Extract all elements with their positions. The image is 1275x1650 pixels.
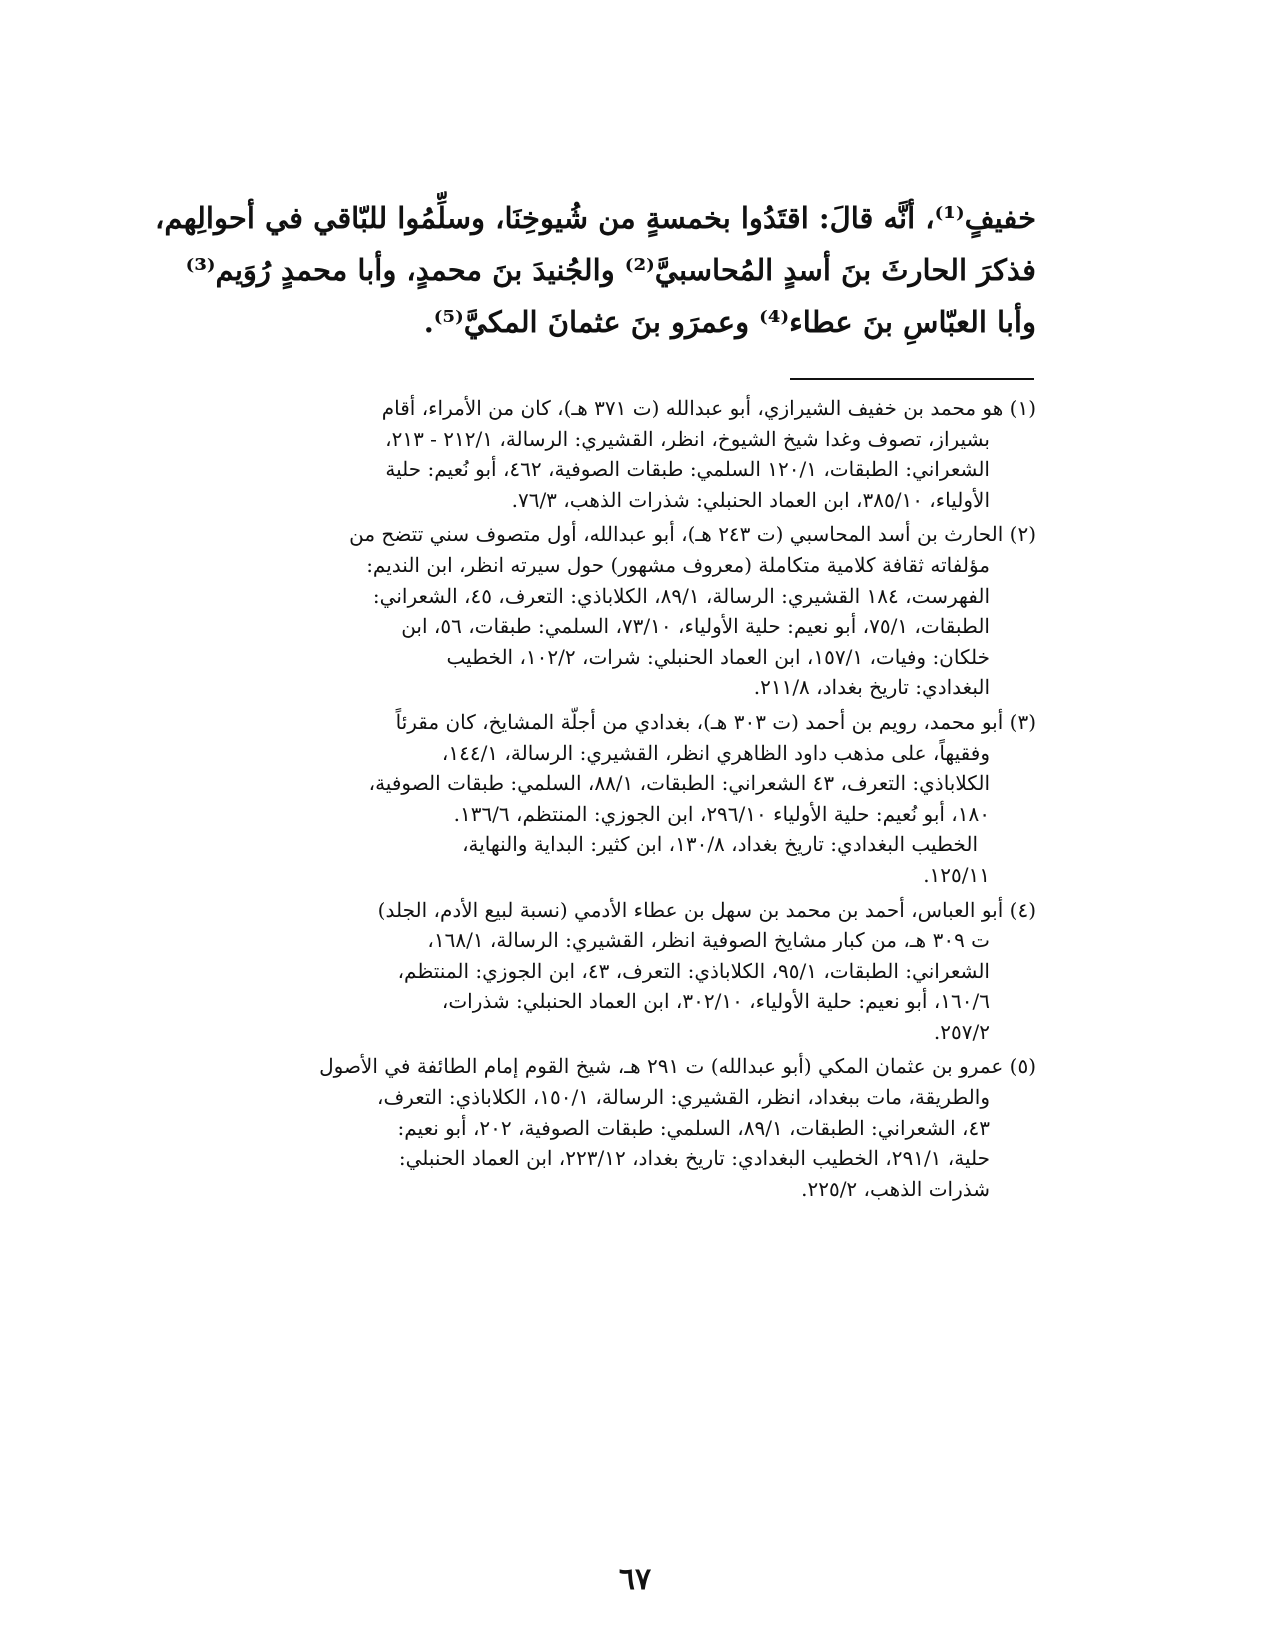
footnote-line: الشعراني: الطبقات، ٩٥/١، الكلاباذي: التعرف، ٤٣، ابن الجوزي: المنتظم،: [397, 958, 990, 983]
footnote-line: خلكان: وفيات، ١٥٧/١، ابن العماد الحنبلي: شرات، ١٠٢/٢، الخطيب: [446, 644, 990, 669]
footnote-line: (٤) أبو العباس، أحمد بن محمد بن سهل بن عطاء الأدمي (نسبة لبيع الأدم، الجلد): [377, 897, 1036, 922]
footnote-line: حلية، ٢٩١/١، الخطيب البغدادي: تاريخ بغداد، ٢٢٣/١٢، ابن العماد الحنبلي:: [398, 1146, 990, 1171]
footnote-1: [228, 393, 1036, 515]
footnote-line: الطبقات، ٧٥/١، أبو نعيم: حلية الأولياء، ٧٣/١٠، السلمي: طبقات، ٥٦، ابن: [401, 614, 990, 639]
main-text-line: فذكرَ الحارثَ بنَ أسدٍ المُحاسبيَّ⁽²⁾ والجُنيدَ بنَ محمدٍ، وأبا محمدٍ رُوَيم⁽³⁾: [185, 253, 1036, 287]
footnote-line: وفقيهاً، على مذهب داود الظاهري انظر، القشيري: الرسالة، ١٤٤/١،: [441, 740, 990, 765]
footnotes-block: [228, 393, 1036, 1208]
footnote-line: (٥) عمرو بن عثمان المكي (أبو عبدالله) ت ٢٩١ هـ، شيخ القوم إمام الطائفة في الأصول: [319, 1054, 1036, 1079]
footnote-3: [228, 707, 1036, 891]
footnote-line: الأولياء، ٣٨٥/١٠، ابن العماد الحنبلي: شذرات الذهب، ٧٦/٣.: [511, 487, 990, 512]
main-text-line: وأبا العبّاسِ بنَ عطاء⁽⁴⁾ وعمرَو بنَ عثمانَ المكيَّ⁽⁵⁾.: [423, 305, 1036, 339]
footnote-line: ١٨٠، أبو نُعيم: حلية الأولياء ٢٩٦/١٠، ابن الجوزي: المنتظم، ١٣٦/٦.: [453, 801, 990, 826]
footnote-line: (٢) الحارث بن أسد المحاسبي (ت ٢٤٣ هـ)، أبو عبدالله، أول متصوف سني تتضح من: [349, 522, 1036, 547]
main-text-block: [155, 192, 1036, 348]
footnote-line: ت ٣٠٩ هـ، من كبار مشايخ الصوفية انظر، القشيري: الرسالة، ١٦٨/١،: [427, 928, 990, 953]
footnote-separator: [790, 378, 1034, 380]
footnote-line: ١٦٠/٦، أبو نعيم: حلية الأولياء، ٣٠٢/١٠، ابن العماد الحنبلي: شذرات،: [441, 989, 990, 1014]
footnote-line: ٤٣، الشعراني: الطبقات، ٨٩/١، السلمي: طبقات الصوفية، ٢٠٢، أبو نعيم:: [397, 1115, 990, 1140]
footnote-line: مؤلفاته ثقافة كلامية متكاملة (معروف مشهور) حول سيرته انظر، ابن النديم:: [366, 552, 990, 577]
footnote-line: بشيراز، تصوف وغدا شيخ الشيوخ، انظر، القشيري: الرسالة، ٢١٢/١ - ٢١٣،: [385, 426, 990, 451]
footnote-2: [228, 519, 1036, 703]
footnote-line: الشعراني: الطبقات، ١٢٠/١ السلمي: طبقات الصوفية، ٤٦٢، أبو نُعيم: حلية: [385, 457, 990, 482]
footnote-line: ٢٥٧/٢.: [933, 1019, 990, 1044]
footnote-5: [228, 1051, 1036, 1204]
footnote-line: الخطيب البغدادي: تاريخ بغداد، ١٣٠/٨، ابن كثير: البداية والنهاية،: [462, 832, 978, 857]
footnote-line: (٣) أبو محمد، رويم بن أحمد (ت ٣٠٣ هـ)، بغدادي من أجلّة المشايخ، كان مقرئاً: [395, 709, 1036, 734]
footnote-line: شذرات الذهب، ٢٢٥/٢.: [801, 1176, 990, 1201]
footnote-line: (١) هو محمد بن خفيف الشيرازي، أبو عبدالله (ت ٣٧١ هـ)، كان من الأمراء، أقام: [381, 396, 1036, 420]
footnote-line: البغدادي: تاريخ بغداد، ٢١١/٨.: [753, 675, 990, 700]
footnote-line: والطريقة، مات ببغداد، انظر، القشيري: الرسالة، ١٥٠/١، الكلاباذي: التعرف،: [376, 1085, 990, 1110]
footnote-line: الكلاباذي: التعرف، ٤٣ الشعراني: الطبقات، ٨٨/١، السلمي: طبقات الصوفية،: [368, 771, 990, 796]
footnote-line: الفهرست، ١٨٤ القشيري: الرسالة، ٨٩/١، الكلاباذي: التعرف، ٤٥، الشعراني:: [372, 583, 990, 608]
footnote-4: [228, 895, 1036, 1048]
page-number: ٦٧: [618, 1562, 652, 1597]
main-text-line: خفيفٍ⁽¹⁾، أنَّه قالَ: اقتَدُوا بخمسةٍ من شُيوخِنَا، وسلِّمُوا للبّاقي في أحوالِهم،: [155, 201, 1036, 235]
footnote-line: ١٢٥/١١.: [923, 862, 990, 887]
